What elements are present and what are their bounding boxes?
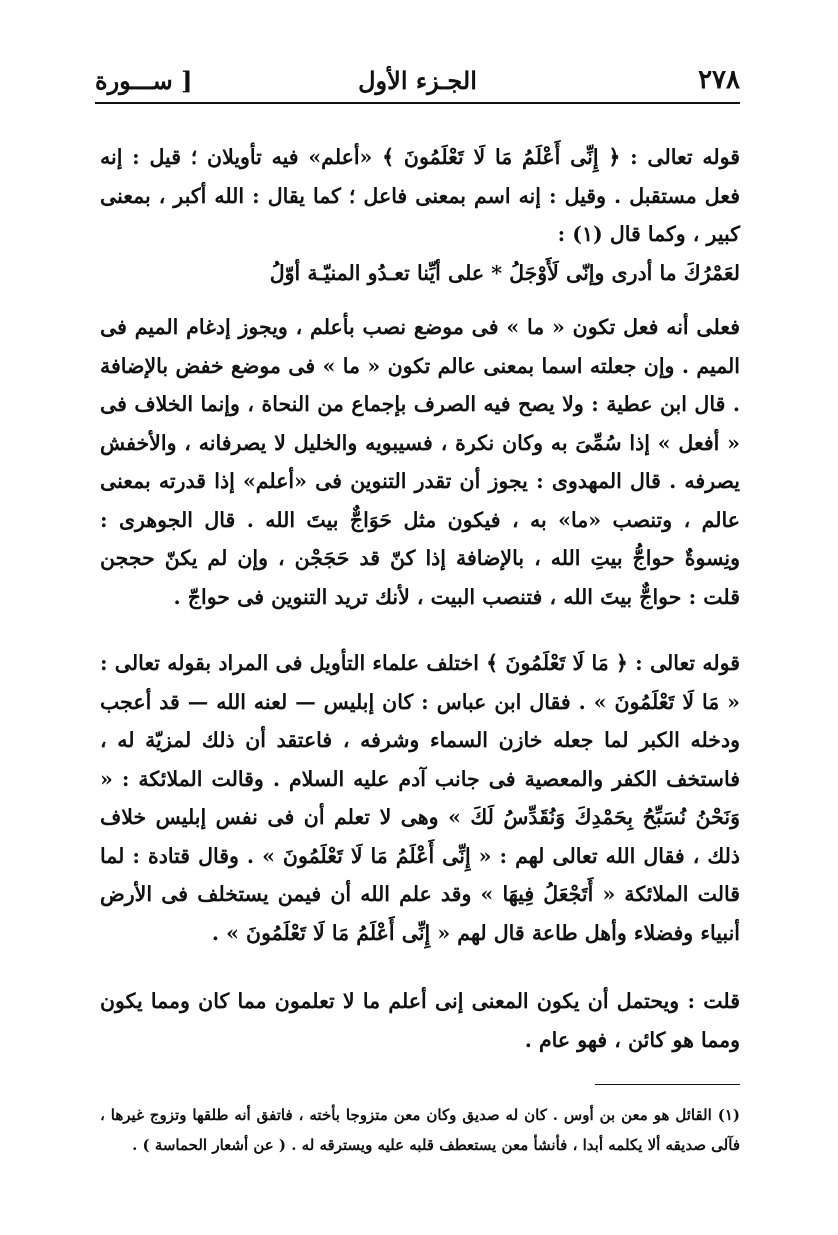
page-header: [95, 58, 740, 104]
paragraph-grammar: [100, 308, 740, 616]
footnote-text: (١) القائل هو معن بن أوس . كان له صديق وكان معن متزوجا بأخته ، فاتفق أنه طلقها وتزوج غيرها ، فآلى صديقه ألا يكلمه أبدا ، فأنشأ معن يستعطف قلبه عليه ويسترقه له . ( عن أشعار الحماسة ) .: [100, 1106, 740, 1154]
paragraph-conclusion: [100, 982, 740, 1059]
volume-title: الجـزء الأول: [358, 65, 477, 95]
poetry-verse: لعَمْرُكَ ما أدرى وإنّى لَأَوْجَلُ * على أيِّنا تعـدُو المنيّـة أوّلُ: [269, 260, 740, 285]
paragraph-text: فعلى أنه فعل تكون « ما » فى موضع نصب بأعلم ، ويجوز إدغام الميم فى الميم . وإن جعلته اسما بمعنى عالم تكون « ما » فى موضع خفض بالإضافة . قال ابن عطية : ولا يصح فيه الصرف بإجماع من النحاة ، وإنما الخلاف فى « أفعل » إذا سُمِّىَ به وكان نكرة ، فسيبويه والخليل لا يصرفانه ، والأخفش يصرفه . قال المهدوى : يجوز أن تقدر التنوين فى «أعلم» إذا قدرته بمعنى عالم ، وتنصب «ما» به ، فيكون مثل حَوَاجٌّ بيتَ الله . قال الجوهرى : ونِسوةٌ حواجُّ بيتِ الله ، بالإضافة إذا كنّ قد حَجَجْن ، وإن لم يكنّ حججن قلت : حواجٌّ بيتَ الله ، فتنصب البيت ، لأنك تريد التنوين فى حواجّ .: [100, 315, 740, 609]
footnote: [100, 1100, 740, 1160]
section-label: [ ســـورة: [95, 65, 193, 95]
paragraph-text: قلت : ويحتمل أن يكون المعنى إنى أعلم ما لا تعلمون مما كان ومما يكون ومما هو كائن ، فهو عام .: [100, 989, 740, 1052]
page-number: ٢٧٨: [698, 65, 740, 95]
paragraph-exegesis: [100, 644, 740, 952]
footnote-divider: [595, 1084, 740, 1085]
paragraph-text: قوله تعالى : ﴿ مَا لَا تَعْلَمُونَ ﴾ اختلف علماء التأويل فى المراد بقوله تعالى : « مَا لَا تَعْلَمُونَ » . فقال ابن عباس : كان إبليس — لعنه الله — قد أعجب ودخله الكبر لما جعله خازن السماء وشرفه ، فاعتقد أن ذلك لمزيّة له ، فاستخف الكفر والمعصية فى جانب آدم عليه السلام . وقالت الملائكة : « وَنَحْنُ نُسَبِّحُ بِحَمْدِكَ وَنُقَدِّسُ لَكَ » وهى لا تعلم أن فى نفس إبليس خلاف ذلك ، فقال الله تعالى لهم : « إِنِّى أَعْلَمُ مَا لَا تَعْلَمُونَ » . وقال قتادة : لما قالت الملائكة « أَتَجْعَلُ فِيهَا » وقد علم الله أن فيمن يستخلف فى الأرض أنبياء وفضلاء وأهل طاعة قال لهم « إِنِّى أَعْلَمُ مَا لَا تَعْلَمُونَ » .: [100, 651, 740, 945]
paragraph-text: قوله تعالى : ﴿ إِنِّى أَعْلَمُ مَا لَا تَعْلَمُونَ ﴾ «أعلم» فيه تأويلان ؛ قيل : إنه فعل مستقبل . وقيل : إنه اسم بمعنى فاعل ؛ كما يقال : الله أكبر ، بمعنى كبير ، وكما قال (١) :: [100, 145, 740, 246]
paragraph-interpretations: [100, 138, 740, 292]
